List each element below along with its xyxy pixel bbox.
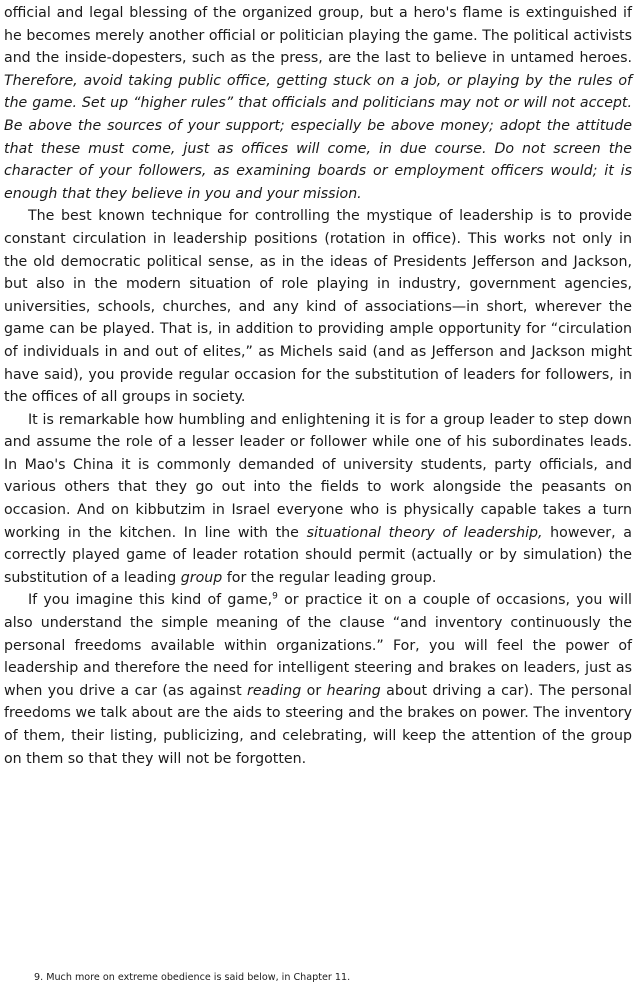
italic-text-segment: reading <box>247 682 302 699</box>
italic-text-segment: situational theory of leadership, <box>306 524 543 541</box>
paragraph-1 <box>4 2 632 205</box>
paragraph-2 <box>4 205 632 408</box>
text-segment: however, a correctly played game of leader rotation should permit (actually or by simulation) the substitution of a leading <box>4 524 632 586</box>
text-segment: for the regular leading group. <box>222 569 437 586</box>
footnote: 9. Much more on extreme obedience is said below, in Chapter 11. <box>34 972 351 983</box>
italic-text-segment: hearing <box>326 682 381 699</box>
text-segment: The best known technique for controlling the mystique of leadership is to provide constant circulation in leadership positions (rotation in office). This works not only in the old democratic political sense, as in the ideas of Presidents Jefferson and Jackson, but also in the modern situation of role playing in industry, government agencies, universities, schools, churches, and any kind of associations—in short, wherever the game can be played. That is, in addition to providing ample opportunity for “circulation of individuals in and out of elites,” as Michels said (and as Jefferson and Jackson might have said), you provide regular occasion for the substitution of leaders for followers, in the offices of all groups in society. <box>4 208 632 406</box>
text-segment: It is remarkable how humbling and enlightening it is for a group leader to step down and assume the role of a lesser leader or follower while one of his subordinates leads. In Mao's China it is commonly demanded of university students, party officials, and various others that they go out into the fields to work alongside the peasants on occasion. And on kibbutzim in Israel everyone who is physically capable takes a turn working in the kitchen. In line with the <box>4 411 632 541</box>
paragraph-4 <box>4 589 632 770</box>
italic-text-segment: Therefore, avoid taking public office, getting stuck on a job, or playing by the rules of the game. Set up “higher rules” that officials and politicians may not or will not accept. Be above the sources of your support; especially be above money; adopt the attitude that these must come, just as offices will come, in due course. Do not screen the character of your followers, as examining boards or employment officers would; it is enough that they believe in you and your mission. <box>4 72 632 202</box>
text-segment: If you imagine this kind of game, <box>28 592 273 609</box>
italic-text-segment: group <box>180 569 223 586</box>
text-segment: about driving a car). The personal freedoms we talk about are the aids to steering and the brakes on power. The inventory of them, their listing, publicizing, and celebrating, will keep the attention of the group on them so that they will not be forgotten. <box>4 682 632 767</box>
text-segment: or practice it on a couple of occasions, you will also understand the simple meaning of the clause “and inventory continuously the personal freedoms available within organizations.” For, you will feel the power of leadership and therefore the need for intelligent steering and brakes on leaders, just as when you drive a car (as against <box>4 592 632 699</box>
text-segment: official and legal blessing of the organized group, but a hero's flame is extinguished if he becomes merely another official or politician playing the game. The political activists and the inside-dopesters, such as the press, are the last to believe in untamed heroes. <box>4 5 632 67</box>
page-body <box>4 0 632 770</box>
paragraph-3 <box>4 409 632 590</box>
footnote-marker: 9 <box>272 591 278 602</box>
text-segment: or <box>301 682 327 699</box>
